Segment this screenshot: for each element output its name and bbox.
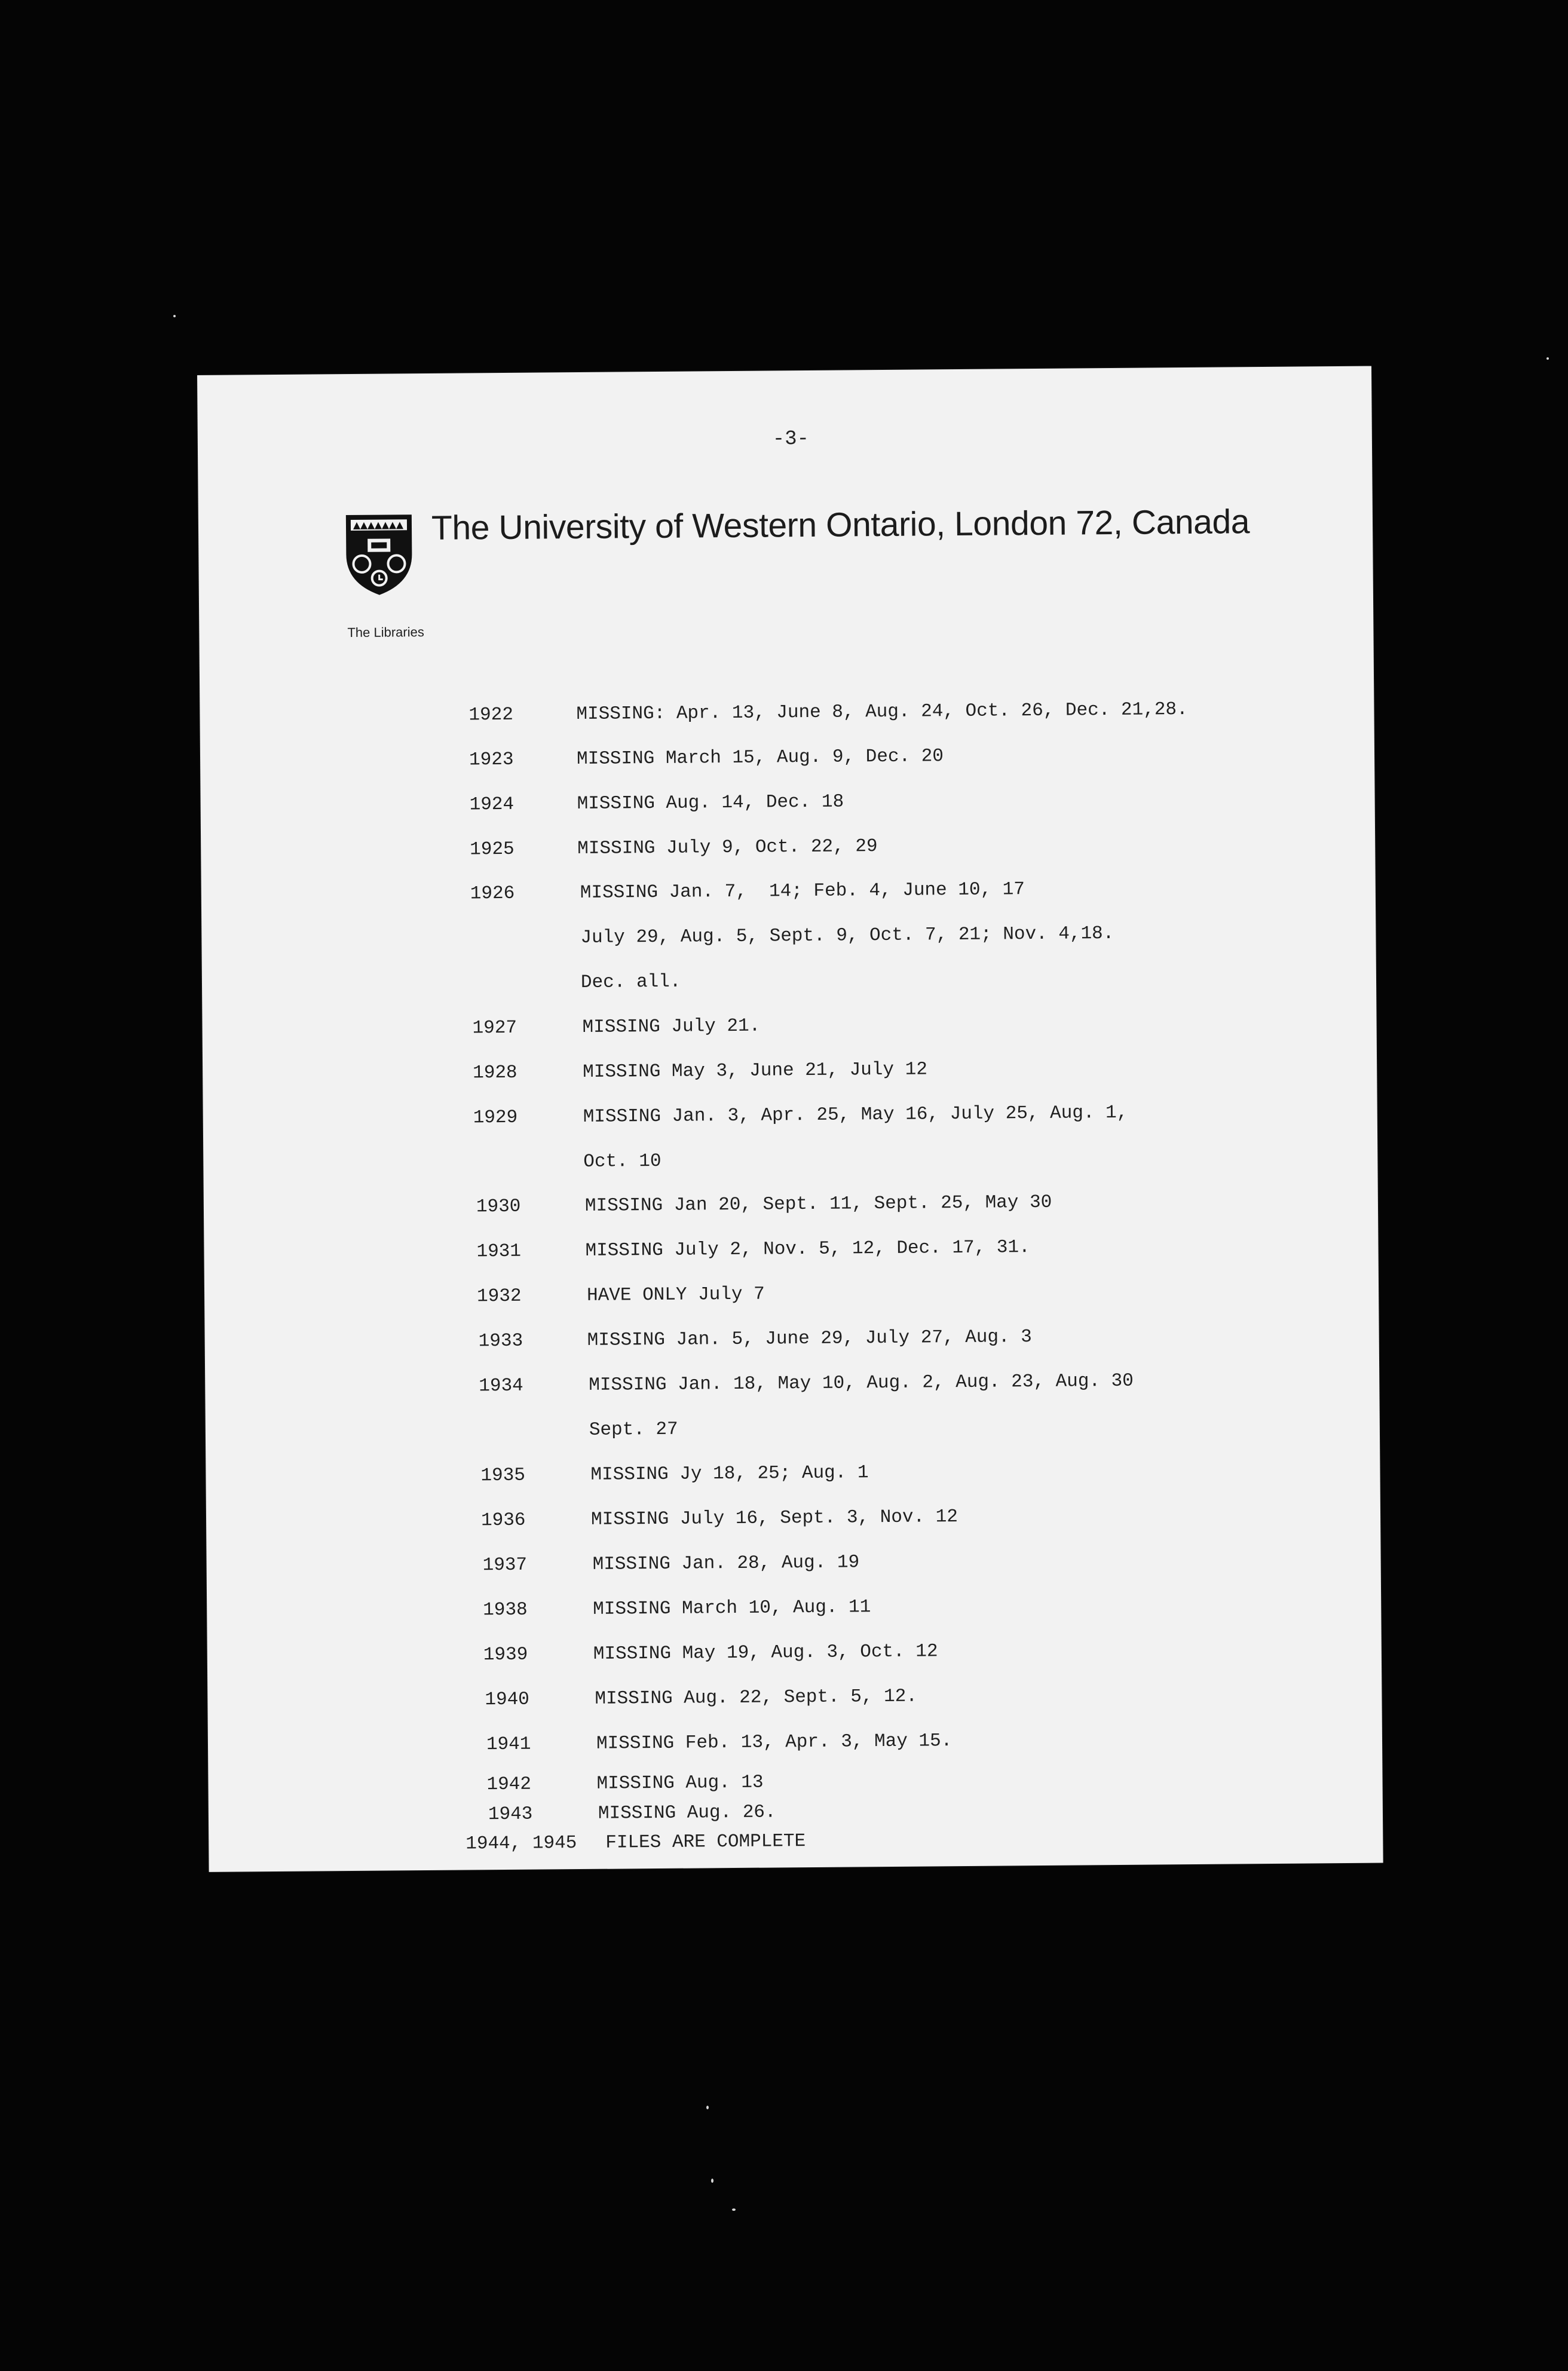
holding-year: 1940 — [485, 1689, 529, 1711]
film-speck — [711, 2179, 713, 2183]
holding-year: 1930 — [476, 1196, 521, 1218]
document-page — [197, 366, 1383, 1872]
holding-year: 1942 — [486, 1773, 532, 1796]
holding-note: MISSING Jan. 3, Apr. 25, May 16, July 25, Aug. 1, — [583, 1102, 1128, 1128]
letterhead-department: The Libraries — [347, 624, 424, 641]
holding-note: MISSING Jan. 18, May 10, Aug. 2, Aug. 23, Aug. 30 — [589, 1370, 1134, 1396]
holding-year: 1924 — [469, 794, 514, 816]
holding-note: MISSING: Apr. 13, June 8, Aug. 24, Oct. 26, Dec. 21,28. — [576, 699, 1188, 725]
holding-note: Sept. 27 — [589, 1419, 678, 1441]
holding-note: MISSING Aug. 26. — [598, 1802, 776, 1824]
holding-note: HAVE ONLY July 7 — [586, 1283, 765, 1306]
holding-note: MISSING July 21. — [582, 1015, 761, 1038]
film-speck — [706, 2106, 709, 2109]
holding-note: Dec. all. — [580, 971, 681, 993]
holding-note: MISSING Jan. 5, June 29, July 27, Aug. 3 — [587, 1327, 1032, 1351]
holding-year: 1943 — [488, 1803, 533, 1825]
holding-year: 1936 — [480, 1509, 526, 1531]
holding-year: 1935 — [480, 1465, 526, 1487]
holding-note: MISSING March 15, Aug. 9, Dec. 20 — [576, 746, 944, 770]
holding-year: 1925 — [470, 838, 514, 860]
holding-note: MISSING July 9, Oct. 22, 29 — [577, 836, 878, 860]
holding-note: July 29, Aug. 5, Sept. 9, Oct. 7, 21; Nov. 4,18. — [580, 923, 1114, 948]
holding-year: 1923 — [468, 749, 514, 771]
holding-year: 1939 — [483, 1644, 528, 1666]
holding-year: 1922 — [468, 704, 514, 726]
film-speck — [732, 2208, 736, 2211]
holding-note: MISSING July 2, Nov. 5, 12, Dec. 17, 31. — [585, 1237, 1030, 1261]
holding-note: MISSING Aug. 14, Dec. 18 — [577, 791, 844, 815]
holding-note: MISSING Jan. 7, 14; Feb. 4, June 10, 17 — [580, 879, 1025, 903]
holding-year: 1931 — [476, 1240, 522, 1263]
holding-year: 1927 — [472, 1017, 517, 1039]
holding-year: 1933 — [478, 1330, 523, 1352]
holding-year: 1932 — [476, 1285, 522, 1307]
page-number: -3- — [772, 427, 810, 451]
letterhead-title: The University of Western Ontario, London 72, Canada — [431, 503, 1250, 547]
holding-note: MISSING May 19, Aug. 3, Oct. 12 — [593, 1641, 938, 1665]
holding-note: MISSING Jy 18, 25; Aug. 1 — [590, 1462, 869, 1485]
holding-note: MISSING Aug. 22, Sept. 5, 12. — [595, 1686, 918, 1710]
holding-year: 1926 — [470, 883, 515, 905]
holding-note: MISSING Jan. 28, Aug. 19 — [592, 1552, 860, 1575]
holding-note: MISSING Jan 20, Sept. 11, Sept. 25, May 30 — [584, 1191, 1052, 1217]
holding-note: FILES ARE COMPLETE — [605, 1831, 806, 1854]
holding-year: 1944, 1945 — [466, 1833, 577, 1855]
holding-year: 1928 — [473, 1062, 517, 1084]
holding-note: MISSING July 16, Sept. 3, Nov. 12 — [590, 1506, 958, 1530]
holding-year: 1938 — [483, 1599, 528, 1621]
holding-year: 1937 — [482, 1554, 528, 1576]
holding-year: 1934 — [479, 1375, 523, 1397]
holding-note: Oct. 10 — [583, 1150, 662, 1172]
film-speck — [173, 315, 176, 317]
holding-note: MISSING Feb. 13, Apr. 3, May 15. — [596, 1730, 953, 1754]
holdings-list — [197, 366, 1383, 1872]
holding-note: MISSING May 3, June 21, July 12 — [583, 1059, 928, 1083]
holding-year: 1941 — [486, 1733, 531, 1756]
holding-year: 1929 — [473, 1107, 518, 1129]
holding-note: MISSING March 10, Aug. 11 — [593, 1597, 871, 1620]
film-speck — [1546, 357, 1549, 360]
holding-note: MISSING Aug. 13 — [596, 1772, 764, 1794]
